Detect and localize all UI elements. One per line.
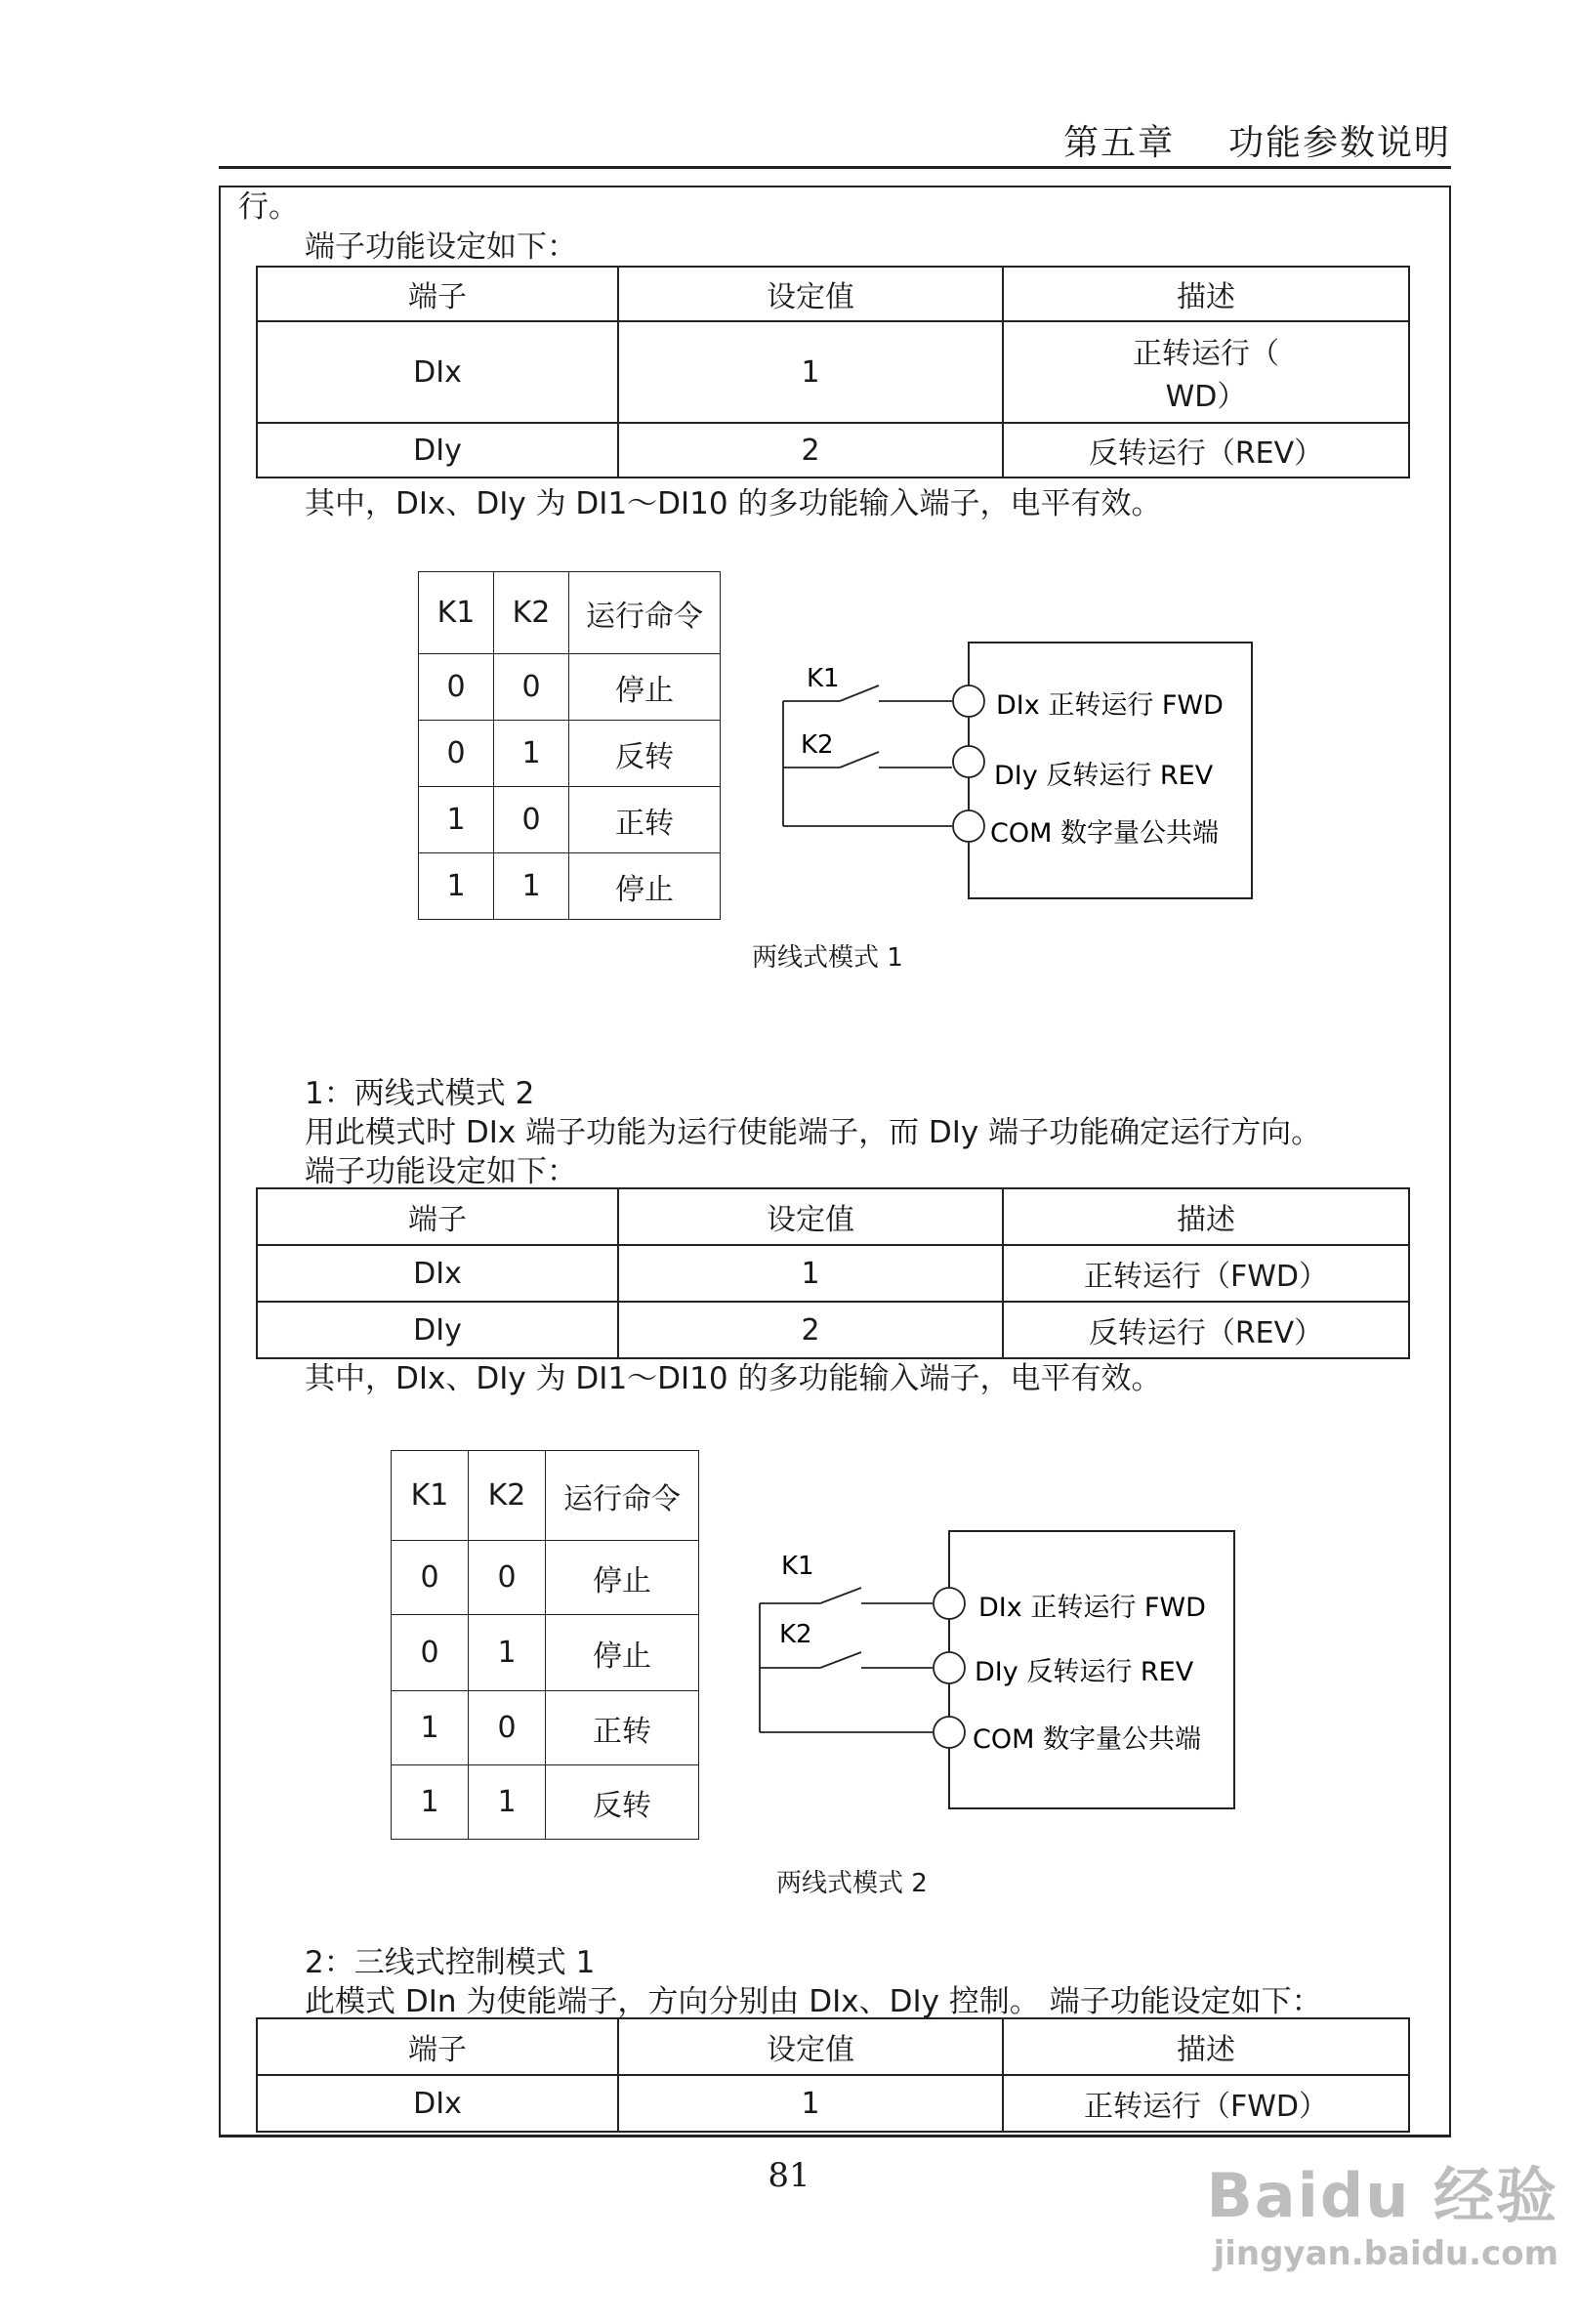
k-header-k2: K2 (494, 572, 569, 654)
chapter-title: 功能参数说明 (1227, 123, 1451, 163)
setup-intro-2: 端子功能设定如下： (305, 1154, 577, 1189)
page-header (1063, 115, 1451, 165)
terminal-dix (934, 1588, 965, 1619)
param-table-1 (256, 266, 1410, 478)
header-terminal: 端子 (257, 1188, 618, 1245)
terminal-diy (934, 1652, 965, 1683)
k1-cell: 0 (392, 1541, 469, 1615)
table-row (257, 1302, 1409, 1358)
page-number: 81 (768, 2156, 810, 2195)
terminal-com (934, 1717, 965, 1748)
k2-cell: 1 (469, 1615, 546, 1691)
note-1: 其中，DIx、DIy 为 DI1～DI10 的多功能输入端子，电平有效。 (305, 486, 1162, 521)
terminal-label-dix: DIx 正转运行 FWD (978, 1593, 1206, 1623)
k-row (419, 787, 721, 853)
table-row (257, 321, 1409, 423)
k-row (419, 853, 721, 920)
k-row (392, 1615, 699, 1691)
terminal-label-com: COM 数字量公共端 (973, 1724, 1201, 1755)
cmd-cell: 反转 (569, 721, 721, 787)
terminal-label-diy: DIy 反转运行 REV (975, 1657, 1194, 1687)
table-header-row (257, 267, 1409, 321)
k1-cell: 1 (419, 787, 494, 853)
cell-value: 2 (618, 1302, 1003, 1358)
k2-cell: 0 (494, 787, 569, 853)
k1-cell: 1 (392, 1691, 469, 1765)
terminal-diy (953, 746, 984, 777)
k1-switch (840, 685, 879, 701)
k1-cell: 1 (419, 853, 494, 920)
header-terminal: 端子 (257, 267, 618, 321)
k1-cell: 0 (419, 721, 494, 787)
watermark-logo: Baidu 经验 (1206, 2160, 1558, 2231)
header-terminal: 端子 (257, 2018, 618, 2075)
section2-desc: 用此模式时 DIx 端子功能为运行使能端子，而 DIy 端子功能确定运行方向。 (305, 1115, 1322, 1150)
desc-line-1: 正转运行（ (1133, 337, 1279, 371)
k2-cell: 0 (494, 654, 569, 721)
cmd-cell: 反转 (546, 1765, 699, 1840)
k-header-cmd: 运行命令 (569, 572, 721, 654)
switch-label-k2: K2 (801, 730, 834, 760)
k2-cell: 1 (494, 853, 569, 920)
table-row (257, 2075, 1409, 2132)
desc-line-2: WD） (1165, 380, 1247, 414)
k1-cell: 0 (419, 654, 494, 721)
caption-mode2: 两线式模式 2 (776, 1869, 928, 1898)
cmd-cell: 停止 (546, 1541, 699, 1615)
cell-desc: 正转运行（FWD） (1003, 1245, 1409, 1302)
header-desc: 描述 (1003, 267, 1409, 321)
k1-cell: 1 (392, 1765, 469, 1840)
k-header-cmd: 运行命令 (546, 1451, 699, 1541)
k-table-mode2 (391, 1450, 699, 1840)
header-desc: 描述 (1003, 1188, 1409, 1245)
cell-terminal: DIx (257, 2075, 618, 2132)
k-row (419, 654, 721, 721)
terminal-label-dix: DIx 正转运行 FWD (996, 690, 1224, 721)
table-header-row (257, 1188, 1409, 1245)
k-row (419, 721, 721, 787)
watermark-url: jingyan.baidu.com (1213, 2234, 1558, 2273)
cell-value: 1 (618, 2075, 1003, 2132)
wiring-diagram-mode1 (771, 635, 1260, 908)
wiring-diagram-mode2 (752, 1523, 1240, 1816)
cmd-cell: 正转 (546, 1691, 699, 1765)
switch-label-k1: K1 (781, 1552, 814, 1581)
switch-label-k1: K1 (807, 664, 840, 693)
k-header-k1: K1 (419, 572, 494, 654)
k1-cell: 0 (392, 1615, 469, 1691)
header-value: 设定值 (618, 267, 1003, 321)
header-value: 设定值 (618, 2018, 1003, 2075)
note-2: 其中，DIx、DIy 为 DI1～DI10 的多功能输入端子，电平有效。 (305, 1361, 1162, 1396)
terminal-dix (953, 685, 984, 717)
table-header-row (257, 2018, 1409, 2075)
cell-terminal: DIy (257, 1302, 618, 1358)
k-row (392, 1541, 699, 1615)
section3-title: 2：三线式控制模式 1 (305, 1945, 596, 1980)
cell-value: 1 (618, 1245, 1003, 1302)
k2-switch (840, 752, 879, 768)
cell-desc: 反转运行（REV） (1003, 423, 1409, 477)
k2-cell: 1 (494, 721, 569, 787)
cell-value: 1 (618, 321, 1003, 423)
k-table-mode1 (418, 571, 721, 920)
cell-terminal: DIx (257, 321, 618, 423)
k2-switch (820, 1652, 861, 1668)
cell-desc: 正转运行（FWD） (1003, 2075, 1409, 2132)
cell-value: 2 (618, 423, 1003, 477)
cmd-cell: 停止 (569, 654, 721, 721)
cell-terminal: DIy (257, 423, 618, 477)
cmd-cell: 停止 (569, 853, 721, 920)
k-header-k1: K1 (392, 1451, 469, 1541)
k-header-row (419, 572, 721, 654)
header-desc: 描述 (1003, 2018, 1409, 2075)
table-row (257, 423, 1409, 477)
terminal-label-com: COM 数字量公共端 (990, 818, 1219, 849)
caption-mode1: 两线式模式 1 (752, 943, 903, 973)
param-table-2 (256, 1187, 1410, 1359)
cell-terminal: DIx (257, 1245, 618, 1302)
k2-cell: 1 (469, 1765, 546, 1840)
header-value: 设定值 (618, 1188, 1003, 1245)
continued-text: 行。 (238, 189, 299, 225)
table-row (257, 1245, 1409, 1302)
watermark (1207, 2147, 1558, 2273)
section3-desc: 此模式 DIn 为使能端子，方向分别由 DIx、DIy 控制。 端子功能设定如下： (305, 1984, 1322, 2019)
switch-label-k2: K2 (779, 1620, 812, 1649)
cell-desc (1003, 321, 1409, 423)
cmd-cell: 停止 (546, 1615, 699, 1691)
k-row (392, 1765, 699, 1840)
terminal-label-diy: DIy 反转运行 REV (994, 761, 1214, 791)
k2-cell: 0 (469, 1691, 546, 1765)
terminal-com (953, 810, 984, 842)
setup-intro-1: 端子功能设定如下： (305, 229, 577, 265)
k2-cell: 0 (469, 1541, 546, 1615)
section2-title: 1：两线式模式 2 (305, 1076, 535, 1111)
cell-desc: 反转运行（REV） (1003, 1302, 1409, 1358)
param-table-3 (256, 2017, 1410, 2133)
k1-switch (820, 1588, 861, 1603)
header-rule (219, 166, 1451, 169)
k-header-k2: K2 (469, 1451, 546, 1541)
chapter-label: 第五章 (1063, 123, 1176, 163)
cmd-cell: 正转 (569, 787, 721, 853)
k-header-row (392, 1451, 699, 1541)
k-row (392, 1691, 699, 1765)
